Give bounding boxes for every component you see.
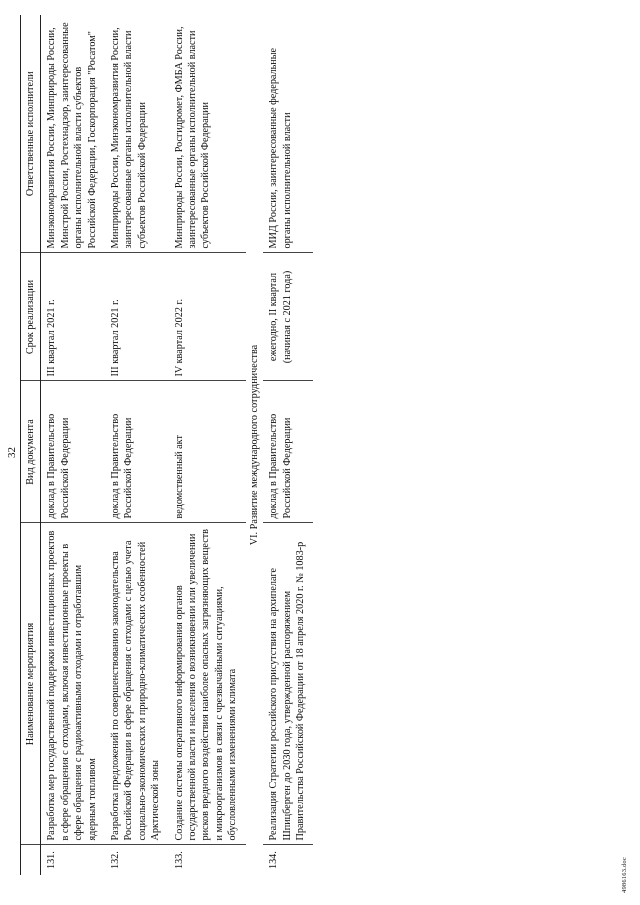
row-name: Разработка предложений по совершенствованию законодательства Российской Федерации в сфере обращения с отходами с целью учета социально-экономических и природно-климатических особенностей Арктической зоны: [105, 523, 169, 845]
header-exec: Ответственные исполнители: [21, 15, 41, 253]
row-num: 134.: [268, 851, 280, 869]
section-row: [246, 15, 263, 875]
page-number: 32: [6, 447, 18, 458]
row-exec: Минприроды России, Минэкономразвития России, заинтересованные органы исполнительной власти субъектов Российской Федерации: [105, 15, 169, 253]
row-term: IV квартал 2022 г.: [169, 253, 246, 381]
table-row: [263, 15, 313, 875]
header-term: Срок реализации: [21, 253, 41, 381]
row-num: 133.: [173, 851, 185, 869]
row-exec: МИД России, заинтересованные федеральные органы исполнительной власти: [263, 15, 313, 253]
row-doc: доклад в Правительство Российской Федерации: [263, 381, 313, 523]
header-name: Наименование мероприятия: [21, 523, 41, 845]
document-filename: 4986163.doc: [621, 857, 628, 893]
row-name: Реализация Стратегии российского присутствия на архипелаге Шпицберген до 2030 года, утвержденной распоряжением Правительства Российской Федерации от 18 апреля 2020 г. № 1083-р: [263, 523, 313, 845]
header-doc: Вид документа: [21, 381, 41, 523]
row-doc: ведомственный акт: [169, 381, 246, 523]
row-doc: доклад в Правительство Российской Федерации: [41, 381, 105, 523]
table-header-row: [21, 15, 41, 875]
header-num: [21, 845, 41, 875]
row-name: Разработка мер государственной поддержки инвестиционных проектов в сфере обращения с отходами, включая инвестиционные проекты в сфере обращения с радиоактивными отходами и отработавшим ядерным топливом: [41, 523, 105, 845]
table-row: [41, 15, 105, 875]
table-row: [169, 15, 246, 875]
row-num: 131.: [46, 851, 58, 869]
row-name: Создание системы оперативного информирования органов государственной власти и населения о возникновении или увеличении рисков вредного воздействия наиболее опасных загрязняющих веществ и микроорганизмов в связи с чрезвычайными ситуациями, обусловленными изменениями климата: [169, 523, 246, 845]
row-term: III квартал 2021 г.: [41, 253, 105, 381]
row-num: 132.: [110, 851, 122, 869]
row-term: ежегодно, II квартал (начиная с 2021 года): [263, 253, 313, 381]
row-exec: Минэкономразвития России, Минприроды России, Минстрой России, Ростехнадзор, заинтересованные органы исполнительной власти субъектов Российской Федерации, Госкорпорация "Росатом": [41, 15, 105, 253]
measures-table: [20, 15, 313, 875]
row-doc: доклад в Правительство Российской Федерации: [105, 381, 169, 523]
section-title: VI. Развитие международного сотрудничества: [248, 344, 260, 546]
row-term: III квартал 2021 г.: [105, 253, 169, 381]
row-exec: Минприроды России, Росгидромет, ФМБА России, заинтересованные органы исполнительной власти субъектов Российской Федерации: [169, 15, 246, 253]
table-row: [105, 15, 169, 875]
